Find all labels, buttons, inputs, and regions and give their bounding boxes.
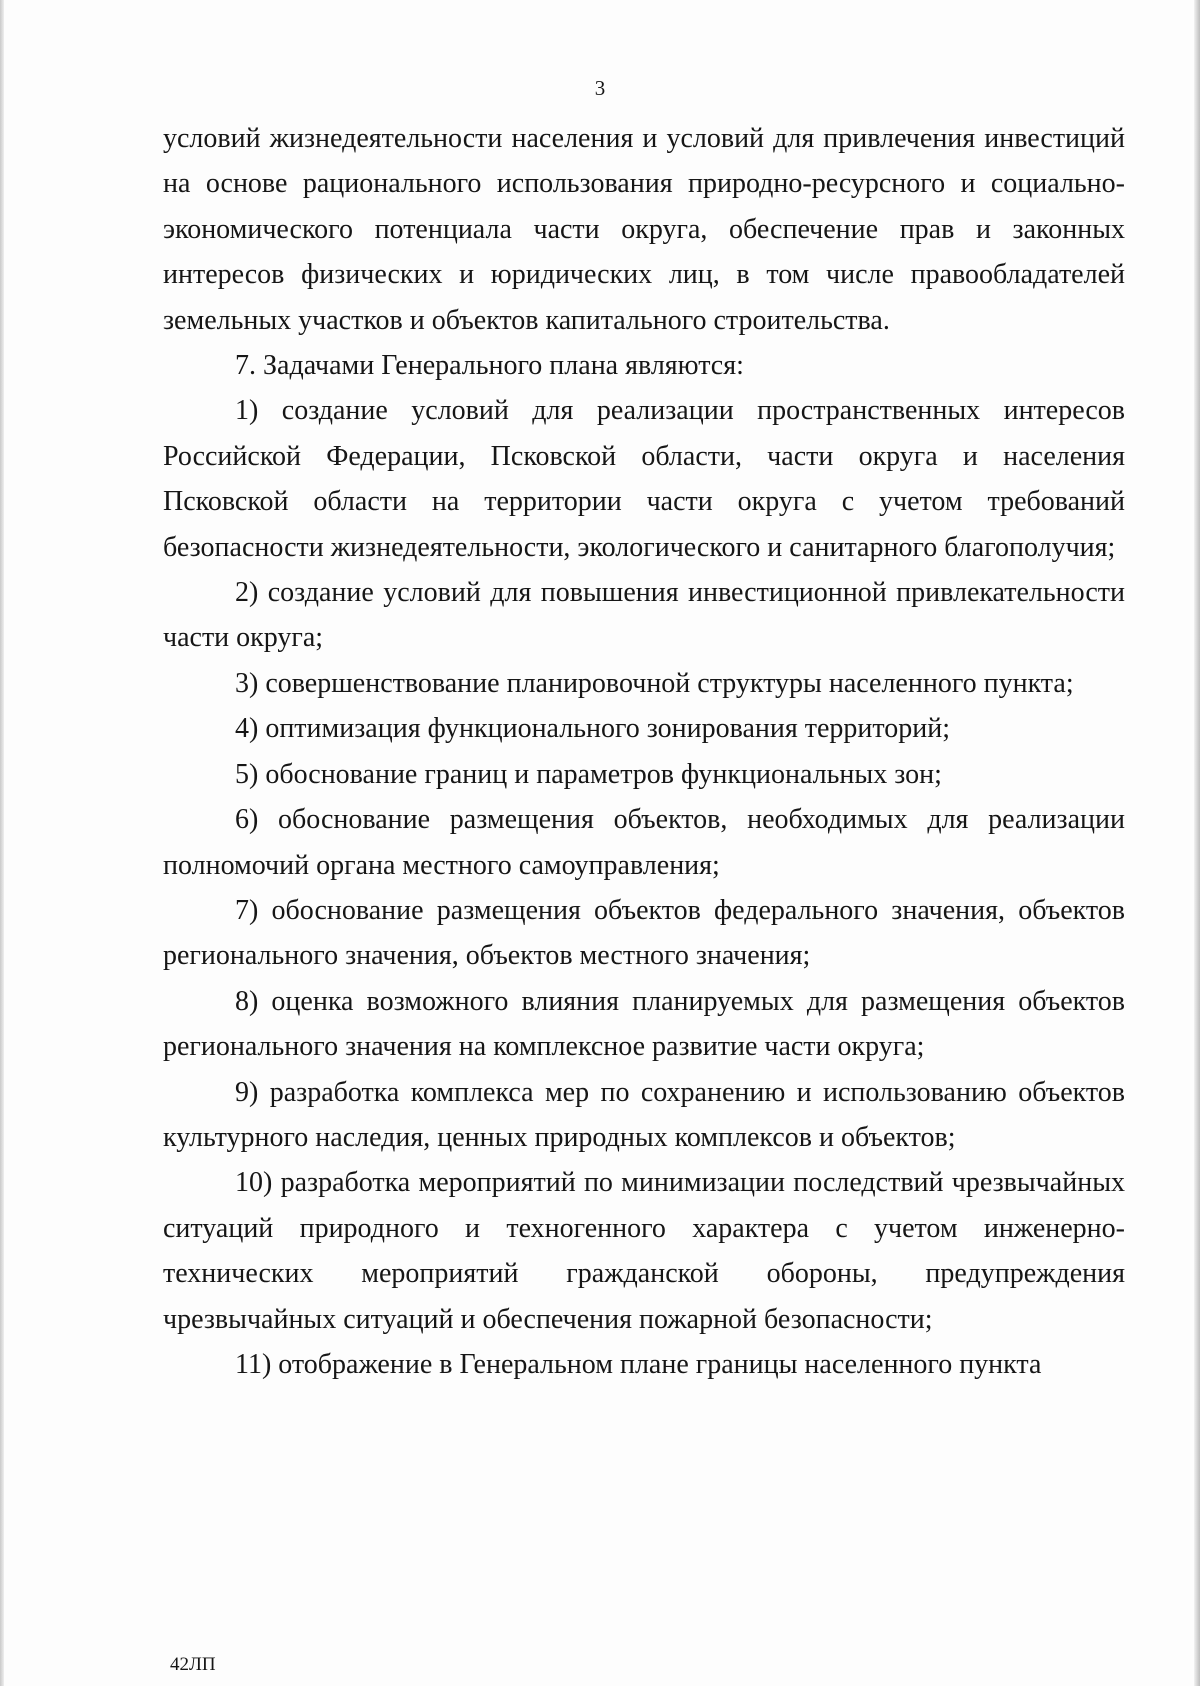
list-item: 4) оптимизация функционального зонирования территорий; <box>235 713 950 745</box>
paragraph: условий жизнедеятельности населения и условий для привлечения инвестиций на основе рационального использования природно-ресурсного и социально-экономического потенциала части округа, обеспечение прав и законных интересов физических и юридических лиц, в том числе правообладателей земельных участков и объектов капитального строительства. <box>163 123 1125 336</box>
footer-document-code: 42ЛП <box>170 1654 216 1675</box>
list-item: 1) создание условий для реализации пространственных интересов Российской Федерации, Псковской области, части округа и населения Псковской области на территории части округа с учетом требований безопасности жизнедеятельности, экологического и санитарного благополучия; <box>163 395 1125 563</box>
page-number: 3 <box>594 76 606 100</box>
paragraph: 7. Задачами Генерального плана являются: <box>235 350 744 382</box>
list-item: 11) отображение в Генеральном плане границы населенного пункта <box>235 1348 1042 1380</box>
list-item: 7) обоснование размещения объектов федерального значения, объектов регионального значения, объектов местного значения; <box>163 894 1125 972</box>
list-item: 9) разработка комплекса мер по сохранению и использованию объектов культурного наследия, ценных природных комплексов и объектов; <box>163 1076 1125 1153</box>
scan-edge-left <box>0 0 4 1686</box>
list-item: 5) обоснование границ и параметров функциональных зон; <box>235 758 942 790</box>
list-item: 3) совершенствование планировочной структуры населенного пункта; <box>235 667 1074 699</box>
scan-edge-right <box>1194 0 1200 1686</box>
list-item: 10) разработка мероприятий по минимизации последствий чрезвычайных ситуаций природного и техногенного характера с учетом инженерно-технических мероприятий гражданской обороны, предупреждения чрезвычайных ситуаций и обеспечения пожарной безопасности; <box>163 1167 1125 1335</box>
list-item: 2) создание условий для повышения инвестиционной привлекательности части округа; <box>163 577 1125 654</box>
list-item: 6) обоснование размещения объектов, необходимых для реализации полномочий органа местного самоуправления; <box>163 804 1125 881</box>
list-item: 8) оценка возможного влияния планируемых для размещения объектов регионального значения на комплексное развитие части округа; <box>163 985 1125 1063</box>
document-body <box>163 116 1125 1387</box>
